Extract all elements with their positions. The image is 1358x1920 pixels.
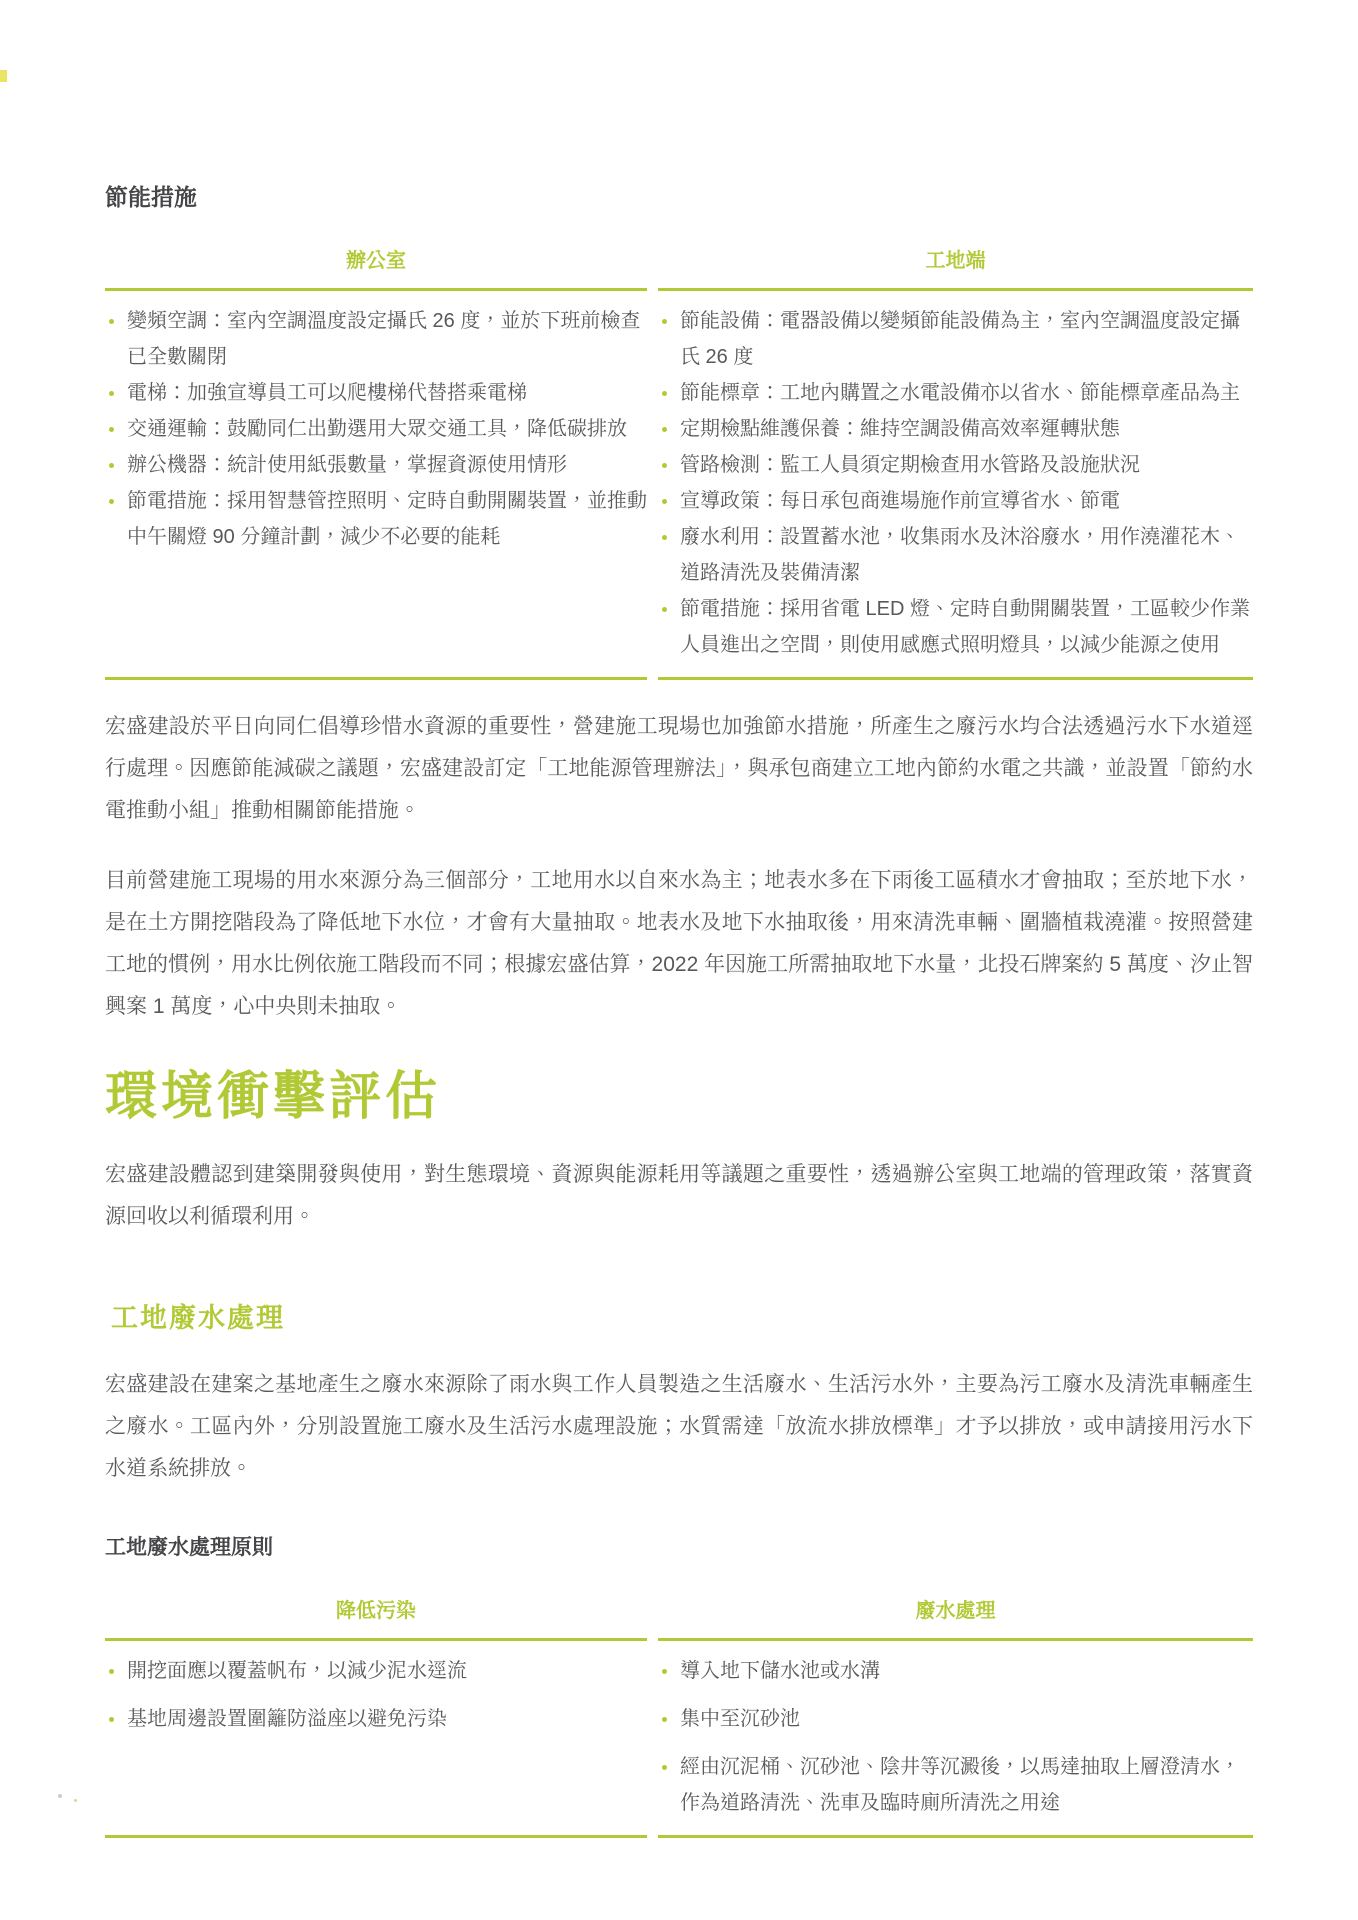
list-item bbox=[658, 375, 1253, 411]
office-measures-list bbox=[105, 291, 647, 677]
list-item-text: 辦公機器：統計使用紙張數量，掌握資源使用情形 bbox=[127, 454, 567, 476]
list-item-text: 基地周邊設置圍籬防溢座以避免污染 bbox=[127, 1708, 447, 1730]
list-item-text: 廢水利用：設置蓄水池，收集雨水及沐浴廢水，用作澆灌花木、道路清洗及裝備清潔 bbox=[680, 526, 1240, 584]
list-item-text: 集中至沉砂池 bbox=[680, 1708, 800, 1730]
pollution-reduction-list bbox=[105, 1641, 647, 1835]
bullet-icon bbox=[109, 499, 114, 504]
bullet-icon bbox=[662, 607, 667, 612]
list-item bbox=[658, 591, 1253, 663]
list-item-text: 節能標章：工地內購置之水電設備亦以省水、節能標章產品為主 bbox=[680, 382, 1240, 404]
bullet-icon bbox=[662, 499, 667, 504]
list-item-text: 變頻空調：室內空調溫度設定攝氏 26 度，並於下班前檢查已全數關閉 bbox=[127, 310, 641, 368]
table-column-office bbox=[105, 248, 647, 680]
table-column-pollution bbox=[105, 1598, 647, 1838]
bullet-icon bbox=[662, 427, 667, 432]
site-measures-list bbox=[658, 291, 1253, 677]
list-item-text: 定期檢點維護保養：維持空調設備高效率運轉狀態 bbox=[680, 418, 1120, 440]
page-artifact-dot-icon bbox=[74, 1799, 77, 1802]
environment-impact-title: 環境衝擊評估 bbox=[105, 1068, 442, 1126]
list-item-text: 節能設備：電器設備以變頻節能設備為主，室內空調溫度設定攝氏 26 度 bbox=[680, 310, 1240, 368]
list-item bbox=[658, 1701, 1253, 1737]
bullet-icon bbox=[109, 463, 114, 468]
list-item-text: 節電措施：採用智慧管控照明、定時自動開關裝置，並推動中午關燈 90 分鐘計劃，減少不必要的能耗 bbox=[127, 490, 647, 548]
energy-saving-title: 節能措施 bbox=[105, 184, 197, 210]
list-item bbox=[658, 1749, 1253, 1821]
list-item bbox=[105, 411, 647, 447]
wastewater-principles-table bbox=[105, 1598, 1253, 1838]
paragraph-environment-intro: 宏盛建設體認到建築開發與使用，對生態環境、資源與能源耗用等議題之重要性，透過辦公室與工地端的管理政策，落實資源回收以利循環利用。 bbox=[105, 1163, 1253, 1228]
paragraph-water-sources: 目前營建施工現場的用水來源分為三個部分，工地用水以自來水為主；地表水多在下雨後工區積水才會抽取；至於地下水，是在土方開挖階段為了降低地下水位，才會有大量抽取。地表水及地下水抽取後，用來清洗車輛、圍牆植栽澆灌。按照營建工地的慣例，用水比例依施工階段而不同；根據宏盛估算，2022 年因施工所需抽取地下水量，北投石牌案約 5 萬度、汐止智興案 1 萬度，心中央則未抽取。 bbox=[105, 869, 1253, 1018]
bullet-icon bbox=[109, 1669, 114, 1674]
list-item-text: 節電措施：採用省電 LED 燈、定時自動開關裝置，工區較少作業人員進出之空間，則使用感應式照明燈具，以減少能源之使用 bbox=[680, 598, 1251, 656]
list-item-text: 開挖面應以覆蓋帆布，以減少泥水逕流 bbox=[127, 1660, 467, 1682]
list-item bbox=[105, 447, 647, 483]
list-item-text: 導入地下儲水池或水溝 bbox=[680, 1660, 880, 1682]
bullet-icon bbox=[662, 1669, 667, 1674]
bullet-icon bbox=[109, 391, 114, 396]
list-item bbox=[658, 483, 1253, 519]
table-column-site bbox=[658, 248, 1253, 680]
bullet-icon bbox=[662, 1765, 667, 1770]
column-header-office: 辦公室 bbox=[105, 248, 647, 291]
bullet-icon bbox=[662, 463, 667, 468]
list-item-text: 宣導政策：每日承包商進場施作前宣導省水、節電 bbox=[680, 490, 1120, 512]
bullet-icon bbox=[109, 427, 114, 432]
table-column-treatment bbox=[658, 1598, 1253, 1838]
bullet-icon bbox=[662, 319, 667, 324]
list-item-text: 電梯：加強宣導員工可以爬樓梯代替搭乘電梯 bbox=[127, 382, 527, 404]
list-item bbox=[105, 375, 647, 411]
list-item bbox=[658, 411, 1253, 447]
wastewater-principles-title: 工地廢水處理原則 bbox=[105, 1536, 273, 1559]
wastewater-treatment-list bbox=[658, 1641, 1253, 1835]
paragraph-wastewater: 宏盛建設在建案之基地產生之廢水來源除了雨水與工作人員製造之生活廢水、生活污水外，主要為污工廢水及清洗車輛產生之廢水。工區內外，分別設置施工廢水及生活污水處理設施；水質需達「放流水排放標準」才予以排放，或申請接用污水下水道系統排放。 bbox=[105, 1373, 1253, 1480]
list-item bbox=[658, 447, 1253, 483]
wastewater-subsection-title: 工地廢水處理 bbox=[111, 1303, 285, 1333]
list-item bbox=[105, 303, 647, 375]
column-header-pollution: 降低污染 bbox=[105, 1598, 647, 1641]
page-edge-mark-icon bbox=[0, 70, 7, 82]
column-header-treatment: 廢水處理 bbox=[658, 1598, 1253, 1641]
list-item-text: 交通運輸：鼓勵同仁出勤選用大眾交通工具，降低碳排放 bbox=[127, 418, 627, 440]
bullet-icon bbox=[662, 535, 667, 540]
page-artifact-dot-icon bbox=[58, 1794, 62, 1798]
bullet-icon bbox=[662, 391, 667, 396]
energy-measures-table bbox=[105, 248, 1253, 680]
column-header-site: 工地端 bbox=[658, 248, 1253, 291]
list-item bbox=[658, 519, 1253, 591]
page-content bbox=[105, 0, 1253, 1838]
list-item bbox=[105, 483, 647, 555]
list-item-text: 管路檢測：監工人員須定期檢查用水管路及設施狀況 bbox=[680, 454, 1140, 476]
list-item-text: 經由沉泥桶、沉砂池、陰井等沉澱後，以馬達抽取上層澄清水，作為道路清洗、洗車及臨時廁所清洗之用途 bbox=[680, 1756, 1240, 1814]
bullet-icon bbox=[662, 1717, 667, 1722]
list-item bbox=[658, 303, 1253, 375]
list-item bbox=[105, 1653, 647, 1689]
list-item bbox=[658, 1653, 1253, 1689]
paragraph-water-policy: 宏盛建設於平日向同仁倡導珍惜水資源的重要性，營建施工現場也加強節水措施，所產生之廢污水均合法透過污水下水道逕行處理。因應節能減碳之議題，宏盛建設訂定「工地能源管理辦法」，與承包商建立工地內節約水電之共識，並設置「節約水電推動小組」推動相關節能措施。 bbox=[105, 715, 1253, 822]
list-item bbox=[105, 1701, 647, 1737]
bullet-icon bbox=[109, 1717, 114, 1722]
bullet-icon bbox=[109, 319, 114, 324]
